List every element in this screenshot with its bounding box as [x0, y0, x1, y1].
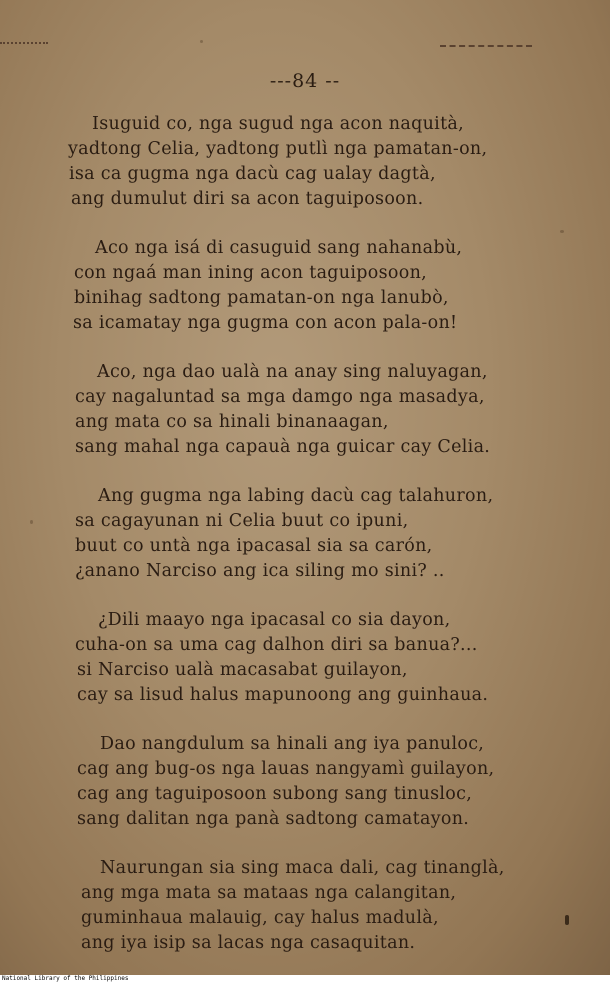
paper-speck	[200, 40, 203, 43]
verse-line: sa icamatay nga gugma con acon pala-on!	[73, 313, 458, 333]
verse-line: con ngaá man ining acon taguiposoon,	[74, 263, 427, 283]
verse-line: Aco nga isá di casuguid sang nahanabù,	[95, 238, 463, 258]
verse-line: cay nagaluntad sa mga damgo nga masadya,	[75, 387, 485, 407]
verse-line: Isuguid co, nga sugud nga acon naquità,	[92, 114, 464, 134]
verse-line: guminhaua malauig, cay halus madulà,	[81, 908, 439, 928]
verse-line: cag ang bug-os nga lauas nangyamì guilayon,	[77, 759, 495, 779]
poem	[0, 112, 610, 975]
verse-line: Ang gugma nga labing dacù cag talahuron,	[98, 486, 494, 506]
verse-line: ¿Dili maayo nga ipacasal co sia dayon,	[98, 610, 451, 630]
footer-bar	[0, 975, 610, 983]
verse-line: Dao nangdulum sa hinali ang iya panuloc,	[100, 734, 485, 754]
top-right-rule	[440, 45, 532, 47]
verse-line: sa cagayunan ni Celia buut co ipuni,	[75, 511, 409, 531]
verse-line: sang dalitan nga panà sadtong camatayon.	[77, 809, 470, 829]
verse-line: ang mata co sa hinali binanaagan,	[75, 412, 389, 432]
stanza	[0, 856, 610, 956]
top-left-rule	[0, 42, 48, 44]
verse-line: Naurungan sia sing maca dali, cag tinanglà,	[100, 858, 505, 878]
verse-line: cuha-on sa uma cag dalhon diri sa banua?...	[75, 635, 478, 655]
verse-line: binihag sadtong pamatan-on nga lanubò,	[74, 288, 449, 308]
verse-line: ang iya isip sa lacas nga casaquitan.	[81, 933, 416, 953]
stanza	[0, 112, 610, 212]
stanza	[0, 732, 610, 832]
verse-line: Aco, nga dao ualà na anay sing naluyagan,	[97, 362, 488, 382]
library-credit: National Library of the Philippines	[2, 975, 129, 982]
verse-line: yadtong Celia, yadtong putlì nga pamatan-on,	[68, 139, 488, 159]
stanza	[0, 360, 610, 460]
stanza	[0, 236, 610, 336]
verse-line: sang mahal nga capauà nga guicar cay Celia.	[75, 437, 491, 457]
stanza	[0, 608, 610, 708]
verse-line: isa ca gugma nga dacù cag ualay dagtà,	[69, 164, 436, 184]
verse-line: ang dumulut diri sa acon taguiposoon.	[71, 189, 424, 209]
verse-line: cay sa lisud halus mapunoong ang guinhaua.	[77, 685, 489, 705]
page-number: ---84 --	[269, 70, 341, 92]
verse-line: si Narciso ualà macasabat guilayon,	[77, 660, 408, 680]
verse-line: ang mga mata sa mataas nga calangitan,	[81, 883, 457, 903]
verse-line: ¿anano Narciso ang ica siling mo sini? ..	[75, 561, 445, 581]
verse-line: buut co untà nga ipacasal sia sa carón,	[75, 536, 433, 556]
stanza	[0, 484, 610, 584]
verse-line: cag ang taguiposoon subong sang tinusloc,	[77, 784, 473, 804]
